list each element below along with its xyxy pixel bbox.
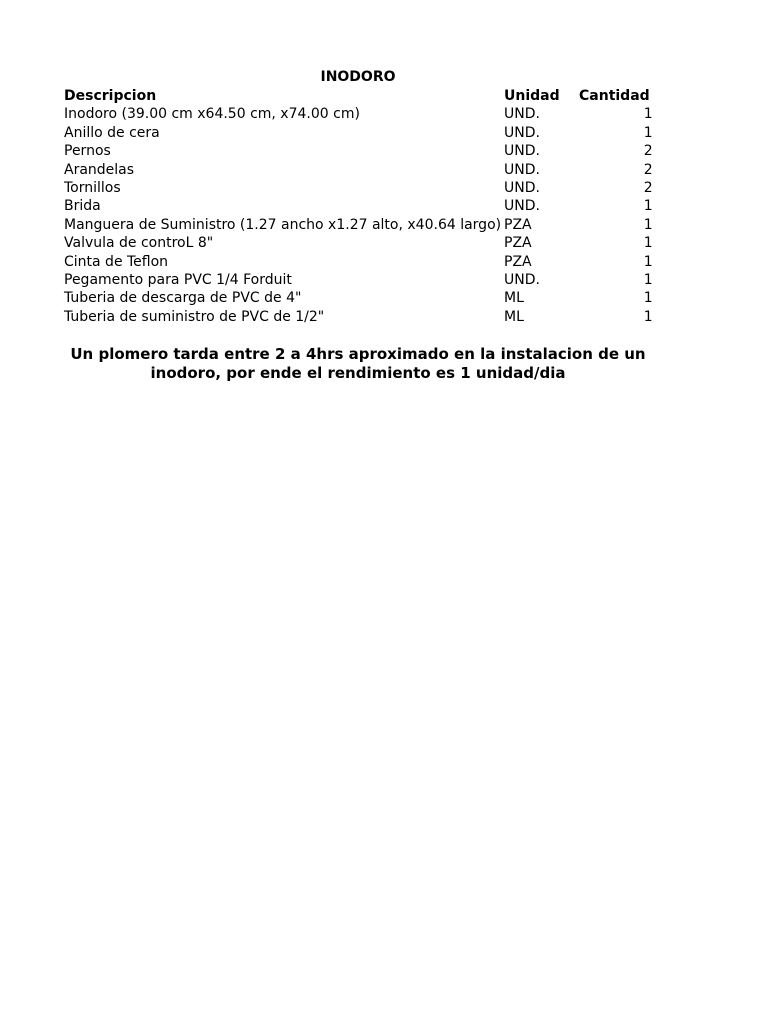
table-row	[64, 271, 653, 289]
row-quantity: 1	[643, 235, 653, 252]
row-quantity: 1	[643, 253, 653, 270]
row-description: Tornillos	[64, 180, 121, 197]
header-unit: Unidad	[504, 88, 560, 104]
row-unit: PZA	[504, 216, 532, 233]
row-unit: UND.	[504, 124, 540, 141]
materials-sheet	[64, 68, 664, 326]
row-unit: ML	[504, 308, 524, 325]
row-quantity: 2	[643, 143, 653, 160]
row-quantity: 1	[643, 106, 653, 123]
row-unit: UND.	[504, 198, 540, 215]
row-description: Brida	[64, 198, 101, 215]
row-quantity: 2	[643, 161, 653, 178]
row-quantity: 2	[643, 180, 653, 197]
table-row	[64, 289, 653, 307]
table-row	[64, 234, 653, 252]
row-quantity: 1	[643, 124, 653, 141]
row-description: Tuberia de descarga de PVC de 4"	[64, 290, 302, 307]
table-row	[64, 142, 653, 160]
row-quantity: 1	[643, 290, 653, 307]
row-description: Pernos	[64, 143, 111, 160]
installation-note: Un plomero tarda entre 2 a 4hrs aproximado en la instalacion de un inodoro, por ende el rendimiento es 1 unidad/dia	[70, 345, 646, 382]
header-description: Descripcion	[64, 88, 157, 104]
row-quantity: 1	[643, 216, 653, 233]
table-row	[64, 253, 653, 271]
sheet-title: INODORO	[320, 69, 396, 85]
row-unit: PZA	[504, 253, 532, 270]
table-row	[64, 179, 653, 197]
row-quantity: 1	[643, 272, 653, 289]
row-unit: UND.	[504, 161, 540, 178]
table-row	[64, 197, 653, 215]
table-row	[64, 105, 653, 123]
row-unit: UND.	[504, 143, 540, 160]
row-description: Inodoro (39.00 cm x64.50 cm, x74.00 cm)	[64, 106, 360, 123]
row-description: Anillo de cera	[64, 124, 160, 141]
table-row	[64, 308, 653, 326]
row-quantity: 1	[643, 198, 653, 215]
row-unit: PZA	[504, 235, 532, 252]
row-unit: ML	[504, 290, 524, 307]
table-row	[64, 161, 653, 179]
header-quantity: Cantidad	[579, 88, 650, 104]
table-row	[64, 216, 653, 234]
row-description: Arandelas	[64, 161, 135, 178]
table-header-row	[64, 87, 653, 105]
row-unit: UND.	[504, 180, 540, 197]
row-description: Cinta de Teflon	[64, 253, 169, 270]
row-unit: UND.	[504, 106, 540, 123]
row-description: Manguera de Suministro (1.27 ancho x1.27 alto, x40.64 largo)	[64, 216, 502, 233]
table-row	[64, 124, 653, 142]
row-unit: UND.	[504, 272, 540, 289]
row-description: Valvula de controL 8"	[64, 235, 214, 252]
row-description: Pegamento para PVC 1/4 Forduit	[64, 272, 292, 289]
row-quantity: 1	[643, 308, 653, 325]
row-description: Tuberia de suministro de PVC de 1/2"	[64, 308, 325, 325]
materials-table	[64, 87, 653, 326]
